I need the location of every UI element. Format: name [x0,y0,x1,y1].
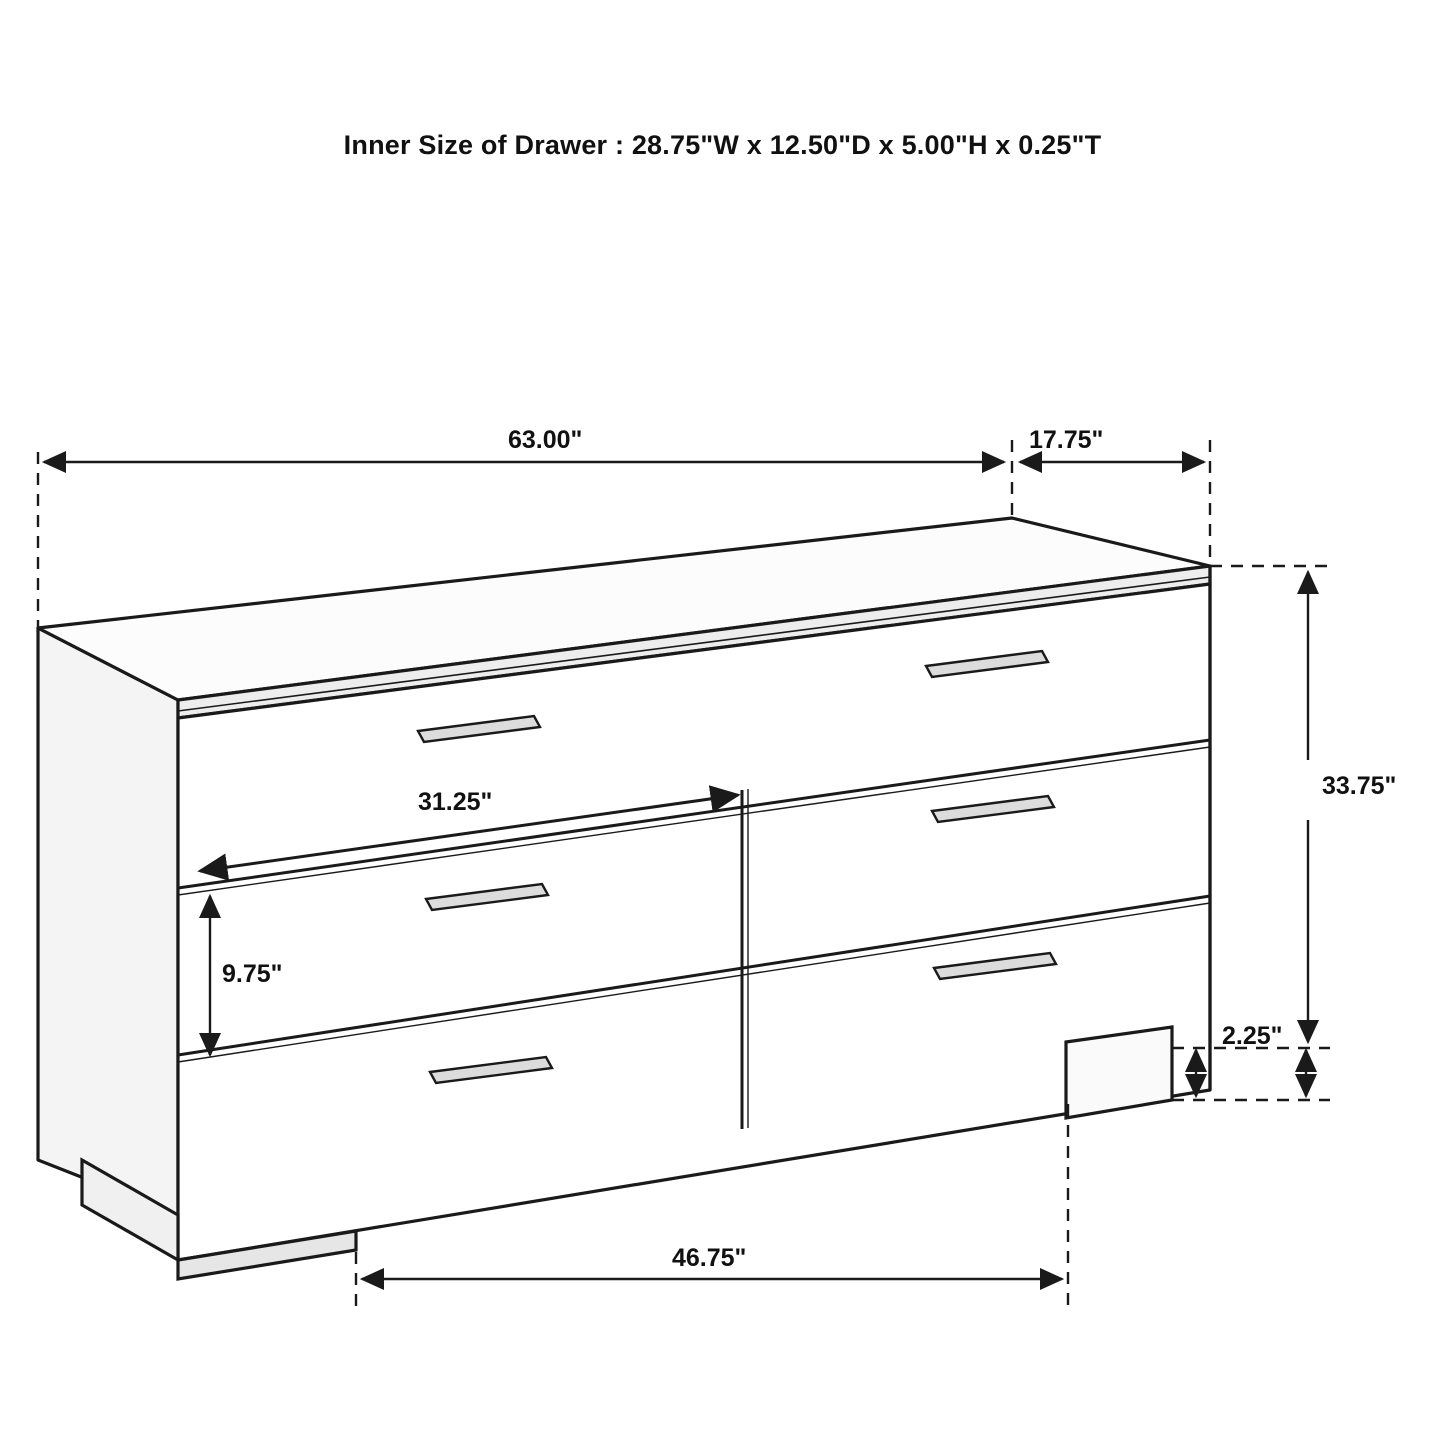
diagram-title: Inner Size of Drawer : 28.75"W x 12.50"D x 5.00"H x 0.25"T [343,130,1102,160]
dim-label-drawer-front-height: 9.75" [222,960,283,988]
dim-label-overall-depth: 17.75" [1029,426,1104,454]
dim-label-overall-width: 63.00" [508,426,583,454]
base-right-foot [1066,1027,1172,1118]
dim-label-foot-span: 46.75" [672,1244,747,1272]
dim-label-drawer-front-width: 31.25" [418,788,493,816]
dim-label-overall-height: 33.75" [1322,772,1397,800]
left-side-panel [38,628,178,1215]
dresser-body [38,518,1210,1260]
dim-label-base-clearance: 2.25" [1222,1022,1283,1050]
